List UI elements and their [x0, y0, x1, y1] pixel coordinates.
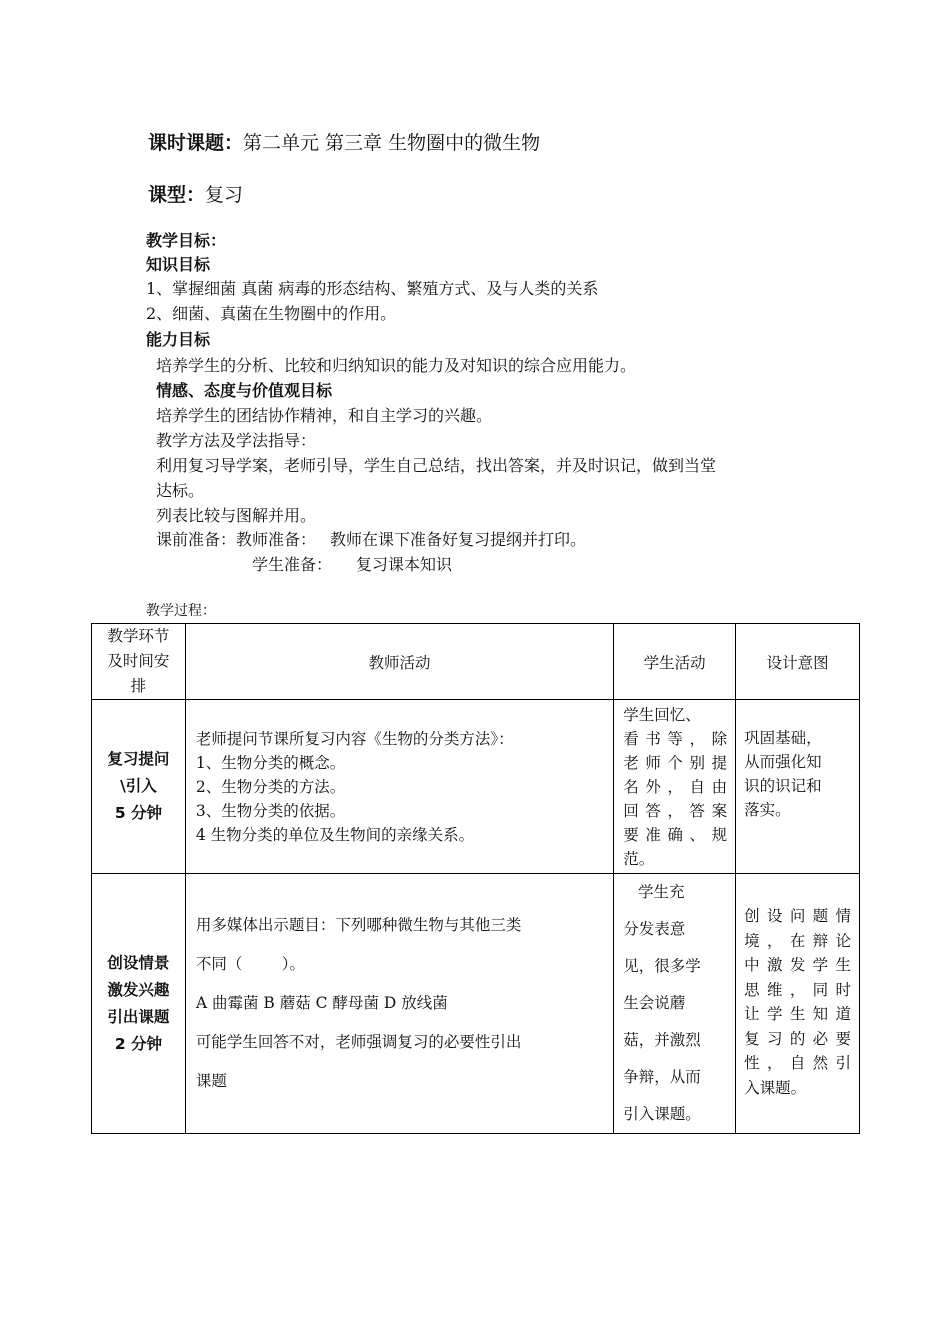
emotion-heading: 情感、态度与价值观目标 — [156, 381, 333, 400]
stage-line: 激发兴趣 — [107, 980, 170, 999]
intent-line: 中激发学生 — [744, 956, 851, 974]
stage-line: 创设情景 — [107, 953, 170, 972]
method-line-2: 达标。 — [156, 481, 205, 500]
teacher-line: 可能学生回答不对，老师强调复习的必要性引出 — [195, 1033, 522, 1051]
prep-teacher — [156, 527, 586, 550]
teacher-line: 不同（ ）。 — [195, 955, 306, 973]
process-label: 教学过程： — [146, 603, 216, 619]
knowledge-item-1: 1、掌握细菌 真菌 病毒的形态结构、繁殖方式、及与人类的关系 — [146, 279, 599, 298]
intent-line: 创设问题情 — [744, 907, 851, 925]
header-teacher: 教师活动 — [185, 624, 613, 700]
student-line: 菇，并激烈 — [623, 1031, 701, 1049]
teacher-cell — [185, 700, 613, 874]
student-line: 分发表意 — [623, 920, 686, 938]
teacher-line: 1、生物分类的概念。 — [195, 753, 346, 772]
goals-heading: 教学目标： — [146, 231, 227, 250]
intent-line: 思维，同时 — [744, 980, 851, 999]
header-intent: 设计意图 — [736, 624, 860, 700]
intent-line: 识的识记和 — [744, 777, 822, 795]
ability-heading: 能力目标 — [146, 330, 211, 349]
lesson-topic-value: 第二单元 第三章 生物圈中的微生物 — [243, 132, 541, 154]
table-row — [92, 700, 860, 874]
method-line-1: 利用复习导学案，老师引导，学生自己总结，找出答案，并及时识记，做到当堂 — [156, 456, 717, 475]
student-line: 争辩，从而 — [623, 1068, 701, 1086]
emotion-text: 培养学生的团结协作精神，和自主学习的兴趣。 — [156, 406, 493, 425]
stage-cell — [92, 874, 186, 1134]
header-student: 学生活动 — [614, 624, 736, 700]
student-line: 看书等，除 — [623, 729, 728, 748]
intent-cell — [736, 700, 860, 874]
intent-line: 性，自然引 — [744, 1054, 851, 1072]
student-cell — [614, 700, 736, 874]
teacher-line: 用多媒体出示题目：下列哪种微生物与其他三类 — [195, 916, 522, 934]
student-line: 学生充 — [623, 883, 685, 901]
student-line: 学生回忆、 — [623, 705, 701, 724]
prep-teacher-value: 教师在课下准备好复习提纲并打印。 — [330, 530, 587, 549]
intent-line: 落实。 — [744, 801, 791, 819]
teacher-line: 4 生物分类的单位及生物间的亲缘关系。 — [195, 825, 475, 844]
prep-student-label: 学生准备： — [252, 555, 333, 574]
prep-label: 课前准备： — [156, 530, 237, 549]
student-line: 回答，答案 — [623, 801, 728, 820]
prep-student-value: 复习课本知识 — [356, 555, 453, 574]
header-stage-line: 排 — [130, 677, 147, 695]
teacher-line: 3、生物分类的依据。 — [195, 801, 346, 820]
method-heading: 教学方法及学法指导： — [156, 431, 317, 450]
ability-text: 培养学生的分析、比较和归纳知识的能力及对知识的综合应用能力。 — [156, 356, 637, 375]
intent-line: 入课题。 — [744, 1078, 807, 1097]
teacher-cell — [185, 874, 613, 1134]
teacher-line: A 曲霉菌 B 蘑菇 C 酵母菌 D 放线菌 — [195, 994, 448, 1012]
intent-cell — [736, 874, 860, 1134]
process-table — [91, 623, 860, 1134]
student-line: 老师个别提 — [623, 753, 728, 772]
teacher-line: 2、生物分类的方法。 — [195, 777, 346, 796]
teacher-line: 老师提问节课所复习内容《生物的分类方法》： — [195, 729, 514, 748]
intent-line: 复习的必要 — [744, 1029, 851, 1048]
student-line: 名外，自由 — [623, 777, 728, 796]
student-line: 要准确、规 — [623, 825, 728, 844]
stage-line: 2 分钟 — [114, 1034, 163, 1053]
method-line-3: 列表比较与图解并用。 — [156, 506, 317, 525]
student-cell — [614, 874, 736, 1134]
knowledge-item-2: 2、细菌、真菌在生物圈中的作用。 — [146, 304, 397, 323]
stage-cell — [92, 700, 186, 874]
intent-line: 境，在辩论 — [744, 931, 851, 950]
lesson-topic-label: 课时课题： — [148, 132, 244, 154]
lesson-type — [148, 180, 243, 207]
lesson-topic — [148, 128, 540, 155]
stage-line: 复习提问 — [107, 750, 170, 768]
stage-line: 引出课题 — [107, 1007, 170, 1026]
prep-student — [252, 552, 452, 575]
table-row — [92, 874, 860, 1134]
lesson-type-label: 课型： — [148, 184, 206, 206]
student-line: 生会说蘑 — [623, 994, 686, 1012]
student-line: 范。 — [623, 849, 655, 868]
lesson-type-value: 复习 — [205, 184, 244, 206]
prep-teacher-label: 教师准备： — [236, 530, 317, 549]
stage-line: 5 分钟 — [114, 804, 163, 822]
teacher-line: 课题 — [195, 1072, 227, 1090]
student-line: 见，很多学 — [623, 957, 701, 975]
knowledge-heading: 知识目标 — [146, 255, 211, 274]
intent-line: 从而强化知 — [744, 753, 822, 771]
intent-line: 巩固基础， — [744, 729, 822, 747]
intent-line: 让学生知道 — [744, 1005, 851, 1023]
header-stage — [92, 624, 186, 700]
header-stage-line: 及时间安 — [107, 652, 170, 670]
student-line: 引入课题。 — [623, 1105, 701, 1123]
table-header-row — [92, 624, 860, 700]
header-stage-line: 教学环节 — [107, 627, 170, 645]
stage-line: \引入 — [120, 777, 157, 795]
